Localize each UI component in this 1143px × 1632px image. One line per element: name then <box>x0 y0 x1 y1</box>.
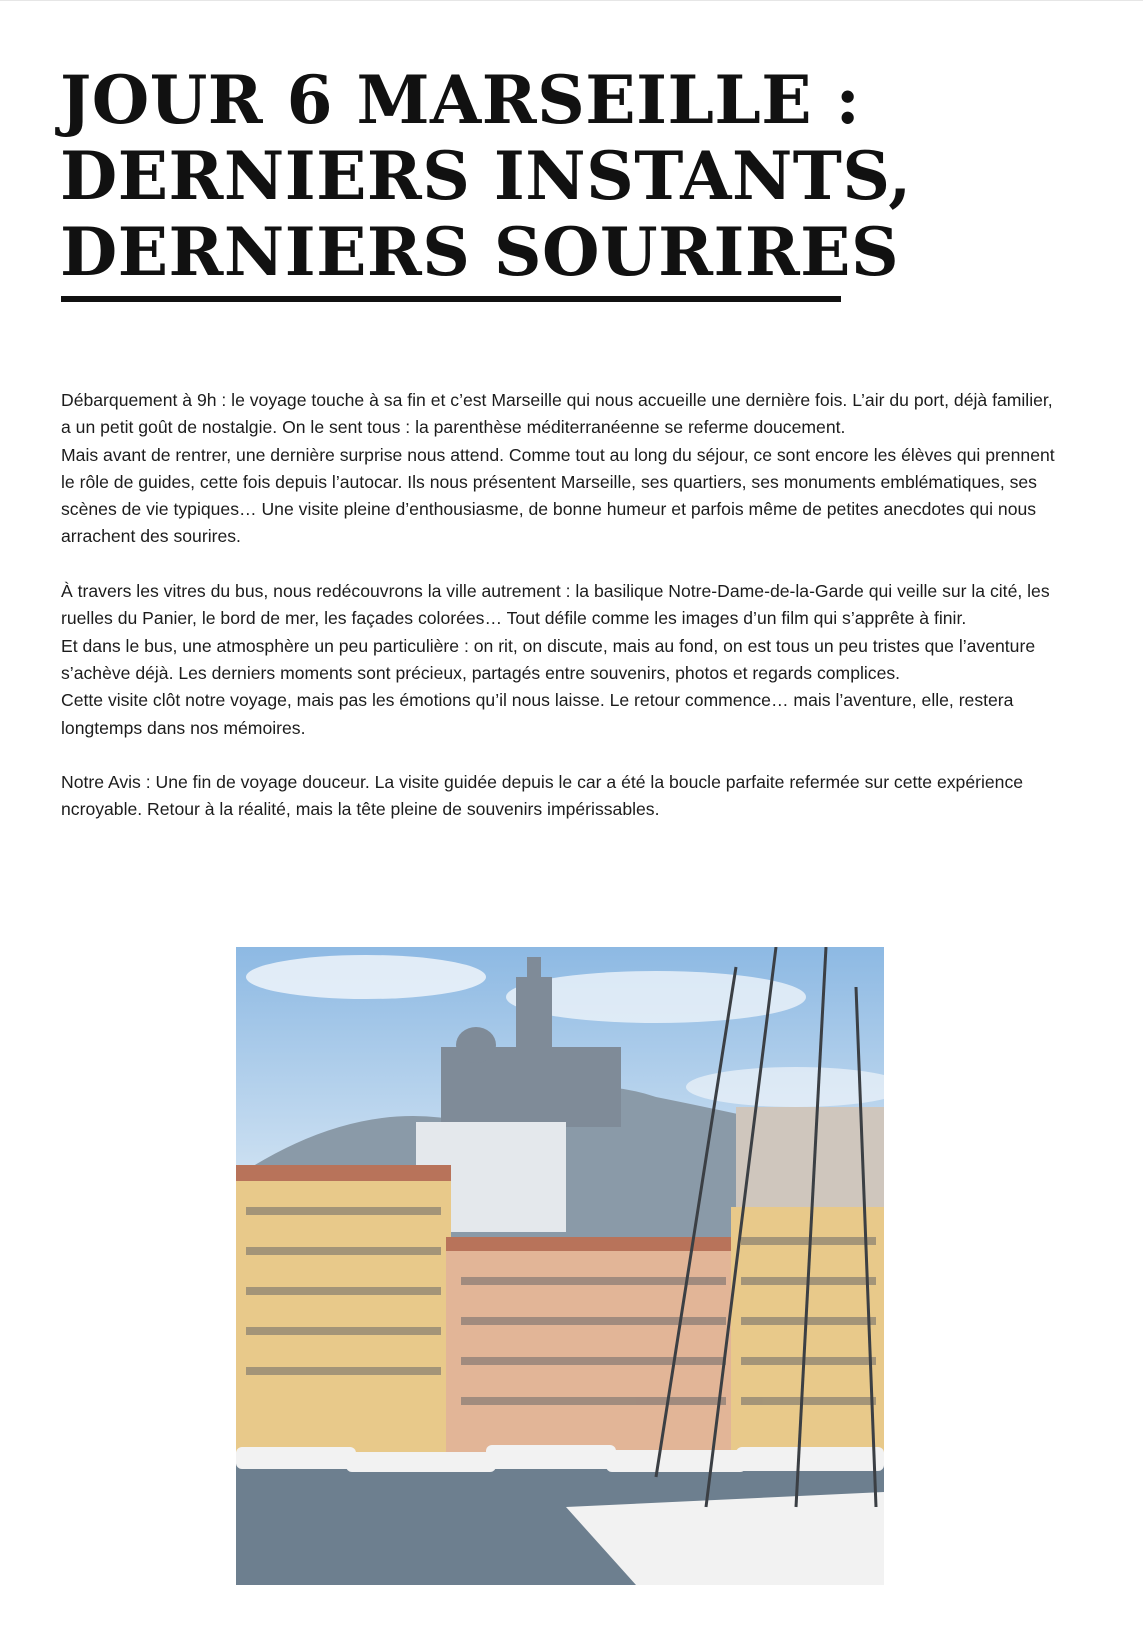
title-underline <box>61 296 841 302</box>
title-line-1: JOUR 6 MARSEILLE : <box>60 61 861 139</box>
paragraph-our-opinion: Notre Avis : Une fin de voyage douceur. La visite guidée depuis le car a été la boucle parfaite refermée sur cette expérience ncroyable. Retour à la réalité, mais la tête pleine de souvenirs impérissables. <box>61 772 1024 820</box>
building-left-roof <box>236 1165 451 1181</box>
article-body <box>61 387 1061 824</box>
paragraph-guided-tour: Mais avant de rentrer, une dernière surprise nous attend. Comme tout au long du séjour, ce sont encore les élèves qui prennent le rôle de guides, cette fois depuis l’autocar. Ils nous présentent Marseille, ses quartiers, ses monuments emblématiques, ses scènes de vie typiques… Une visite pleine d’enthousiasme, de bonne humeur et parfois même de petites anecdotes qui nous arrachent des sourires. <box>61 444 1055 547</box>
paragraph-closing: Cette visite clôt notre voyage, mais pas les émotions qu’il nous laisse. Le retour commence… mais l’aventure, elle, restera longtemps dans nos mémoires. <box>61 690 1014 738</box>
title-line-3: DERNIERS SOURIRES <box>60 213 900 291</box>
paragraph-bus-mood: Et dans le bus, une atmosphère un peu particulière : on rit, on discute, mais au fond, on est tous un peu tristes que l’aventure s’achève déjà. Les derniers moments sont précieux, partagés entre souvenirs, photos et regards complices. <box>61 635 1036 683</box>
paragraph-city-view: À travers les vitres du bus, nous redécouvrons la ville autrement : la basilique Notre-Dame-de-la-Garde qui veille sur la cité, les ruelles du Panier, le bord de mer, les façades colorées… Tout défile comme les images d’un film qui s’apprête à finir. <box>61 581 1050 629</box>
photo-illustration <box>236 947 884 1585</box>
paragraph-arrival: Débarquement à 9h : le voyage touche à sa fin et c’est Marseille qui nous accueille une dernière fois. L’air du port, déjà familier, a un petit goût de nostalgie. On le sent tous : la parenthèse méditerranéenne se referme doucement. <box>61 390 1053 438</box>
paragraph-spacer <box>61 551 1061 578</box>
title-line-2: DERNIERS INSTANTS, <box>60 137 912 215</box>
page-top-border <box>0 0 1143 1</box>
paragraph-spacer <box>61 742 1061 769</box>
cloud <box>246 955 486 999</box>
building-left-facade <box>236 1177 451 1457</box>
page-title <box>60 62 960 290</box>
marseille-port-photo <box>236 947 884 1585</box>
